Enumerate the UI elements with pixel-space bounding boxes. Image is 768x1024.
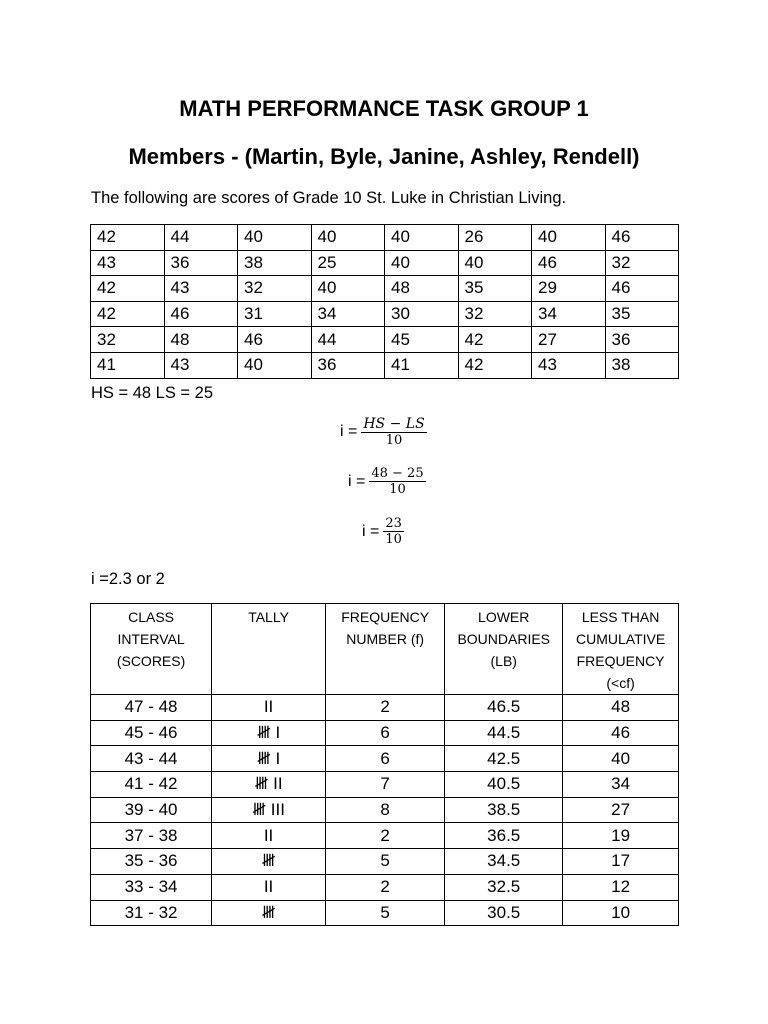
cumulative-frequency-cell: 19	[563, 823, 679, 849]
table-row	[91, 301, 679, 327]
class-interval-cell: 31 - 32	[91, 900, 212, 926]
table-row	[91, 720, 679, 746]
score-cell: 46	[238, 327, 312, 353]
score-cell: 42	[458, 327, 532, 353]
score-cell: 43	[91, 250, 165, 276]
score-cell: 38	[238, 250, 312, 276]
scores-table	[90, 224, 679, 379]
score-cell: 34	[311, 301, 385, 327]
formula-denominator: 10	[385, 532, 402, 547]
frequency-cell: 5	[326, 849, 445, 875]
class-interval-cell: 45 - 46	[91, 720, 212, 746]
score-cell: 36	[605, 327, 679, 353]
score-cell: 40	[385, 225, 459, 251]
tally-cell: II	[212, 823, 326, 849]
score-cell: 40	[458, 250, 532, 276]
lower-boundary-cell: 34.5	[445, 849, 563, 875]
score-cell: 46	[605, 276, 679, 302]
cumulative-frequency-cell: 34	[563, 772, 679, 798]
score-cell: 43	[164, 352, 238, 378]
score-cell: 34	[532, 301, 606, 327]
frequency-cell: 6	[326, 720, 445, 746]
score-cell: 32	[238, 276, 312, 302]
score-cell: 43	[532, 352, 606, 378]
score-cell: 27	[532, 327, 606, 353]
interval-formula	[340, 416, 427, 448]
formula-fraction	[369, 466, 425, 497]
tally-cell: 𝍸 I	[212, 720, 326, 746]
table-row	[91, 874, 679, 900]
frequency-cell: 2	[326, 874, 445, 900]
score-cell: 42	[91, 301, 165, 327]
table-row	[91, 746, 679, 772]
frequency-cell: 5	[326, 900, 445, 926]
header-frequency: FREQUENCY NUMBER (f)	[326, 604, 445, 695]
score-cell: 35	[458, 276, 532, 302]
table-row	[91, 900, 679, 926]
header-tally: TALLY	[212, 604, 326, 695]
score-cell: 31	[238, 301, 312, 327]
score-cell: 40	[238, 225, 312, 251]
tally-cell: II	[212, 874, 326, 900]
score-cell: 36	[311, 352, 385, 378]
formula-numerator: HS − LS	[363, 416, 425, 432]
class-interval-cell: 37 - 38	[91, 823, 212, 849]
score-cell: 40	[385, 250, 459, 276]
table-row	[91, 797, 679, 823]
score-cell: 43	[164, 276, 238, 302]
score-cell: 48	[164, 327, 238, 353]
score-cell: 41	[385, 352, 459, 378]
class-interval-cell: 33 - 34	[91, 874, 212, 900]
tally-cell: 𝍸 III	[212, 797, 326, 823]
formula-lhs: i =	[340, 423, 358, 440]
score-cell: 42	[91, 225, 165, 251]
formula-lhs: i =	[348, 472, 366, 490]
cumulative-frequency-cell: 48	[563, 695, 679, 721]
lower-boundary-cell: 44.5	[445, 720, 563, 746]
score-cell: 42	[458, 352, 532, 378]
class-interval-cell: 43 - 44	[91, 746, 212, 772]
formula-fraction	[383, 516, 404, 547]
score-cell: 41	[91, 352, 165, 378]
score-cell: 45	[385, 327, 459, 353]
header-class-interval: CLASS INTERVAL (SCORES)	[91, 604, 212, 695]
lower-boundary-cell: 30.5	[445, 900, 563, 926]
score-cell: 32	[605, 250, 679, 276]
frequency-cell: 2	[326, 695, 445, 721]
cumulative-frequency-cell: 46	[563, 720, 679, 746]
formula-lhs: i =	[362, 522, 380, 540]
lower-boundary-cell: 40.5	[445, 772, 563, 798]
score-cell: 30	[385, 301, 459, 327]
score-cell: 44	[311, 327, 385, 353]
class-interval-cell: 35 - 36	[91, 849, 212, 875]
lower-boundary-cell: 36.5	[445, 823, 563, 849]
score-cell: 36	[164, 250, 238, 276]
lower-boundary-cell: 46.5	[445, 695, 563, 721]
cumulative-frequency-cell: 40	[563, 746, 679, 772]
table-row	[91, 327, 679, 353]
tally-cell: II	[212, 695, 326, 721]
score-cell: 46	[605, 225, 679, 251]
intro-text: The following are scores of Grade 10 St. Luke in Christian Living.	[91, 189, 567, 207]
score-cell: 40	[238, 352, 312, 378]
formula-fraction	[361, 416, 426, 448]
score-cell: 48	[385, 276, 459, 302]
score-cell: 25	[311, 250, 385, 276]
interval-simplified	[362, 516, 404, 547]
document-title: MATH PERFORMANCE TASK GROUP 1	[179, 96, 589, 121]
frequency-cell: 8	[326, 797, 445, 823]
frequency-cell: 2	[326, 823, 445, 849]
cumulative-frequency-cell: 12	[563, 874, 679, 900]
frequency-table	[90, 603, 679, 926]
tally-cell: 𝍸	[212, 849, 326, 875]
score-cell: 40	[311, 276, 385, 302]
hs-ls-text: HS = 48 LS = 25	[91, 384, 214, 402]
score-cell: 29	[532, 276, 606, 302]
score-cell: 46	[164, 301, 238, 327]
table-row	[91, 352, 679, 378]
table-row	[91, 849, 679, 875]
cumulative-frequency-cell: 17	[563, 849, 679, 875]
lower-boundary-cell: 38.5	[445, 797, 563, 823]
score-cell: 44	[164, 225, 238, 251]
table-row	[91, 695, 679, 721]
score-cell: 38	[605, 352, 679, 378]
formula-denominator: 10	[389, 482, 406, 497]
header-cumulative-frequency: LESS THAN CUMULATIVE FREQUENCY (<cf)	[563, 604, 679, 695]
interval-substitution	[348, 466, 426, 497]
score-cell: 46	[532, 250, 606, 276]
score-cell: 26	[458, 225, 532, 251]
score-cell: 42	[91, 276, 165, 302]
members-heading: Members - (Martin, Byle, Janine, Ashley, Rendell)	[128, 144, 640, 169]
header-lower-boundaries: LOWER BOUNDARIES (LB)	[445, 604, 563, 695]
frequency-cell: 6	[326, 746, 445, 772]
score-cell: 35	[605, 301, 679, 327]
score-cell: 40	[532, 225, 606, 251]
formula-numerator: 23	[385, 516, 402, 531]
cumulative-frequency-cell: 27	[563, 797, 679, 823]
tally-cell: 𝍸 I	[212, 746, 326, 772]
tally-cell: 𝍸 II	[212, 772, 326, 798]
table-row	[91, 225, 679, 251]
class-interval-cell: 47 - 48	[91, 695, 212, 721]
score-cell: 32	[91, 327, 165, 353]
formula-numerator: 48 − 25	[371, 466, 424, 481]
frequency-cell: 7	[326, 772, 445, 798]
cumulative-frequency-cell: 10	[563, 900, 679, 926]
lower-boundary-cell: 42.5	[445, 746, 563, 772]
table-row	[91, 823, 679, 849]
lower-boundary-cell: 32.5	[445, 874, 563, 900]
table-row	[91, 276, 679, 302]
table-row	[91, 250, 679, 276]
score-cell: 32	[458, 301, 532, 327]
frequency-table-header	[91, 604, 679, 695]
score-cell: 40	[311, 225, 385, 251]
class-interval-cell: 39 - 40	[91, 797, 212, 823]
interval-result: i =2.3 or 2	[91, 570, 165, 588]
table-row	[91, 772, 679, 798]
class-interval-cell: 41 - 42	[91, 772, 212, 798]
formula-denominator: 10	[385, 433, 403, 448]
tally-cell: 𝍸	[212, 900, 326, 926]
